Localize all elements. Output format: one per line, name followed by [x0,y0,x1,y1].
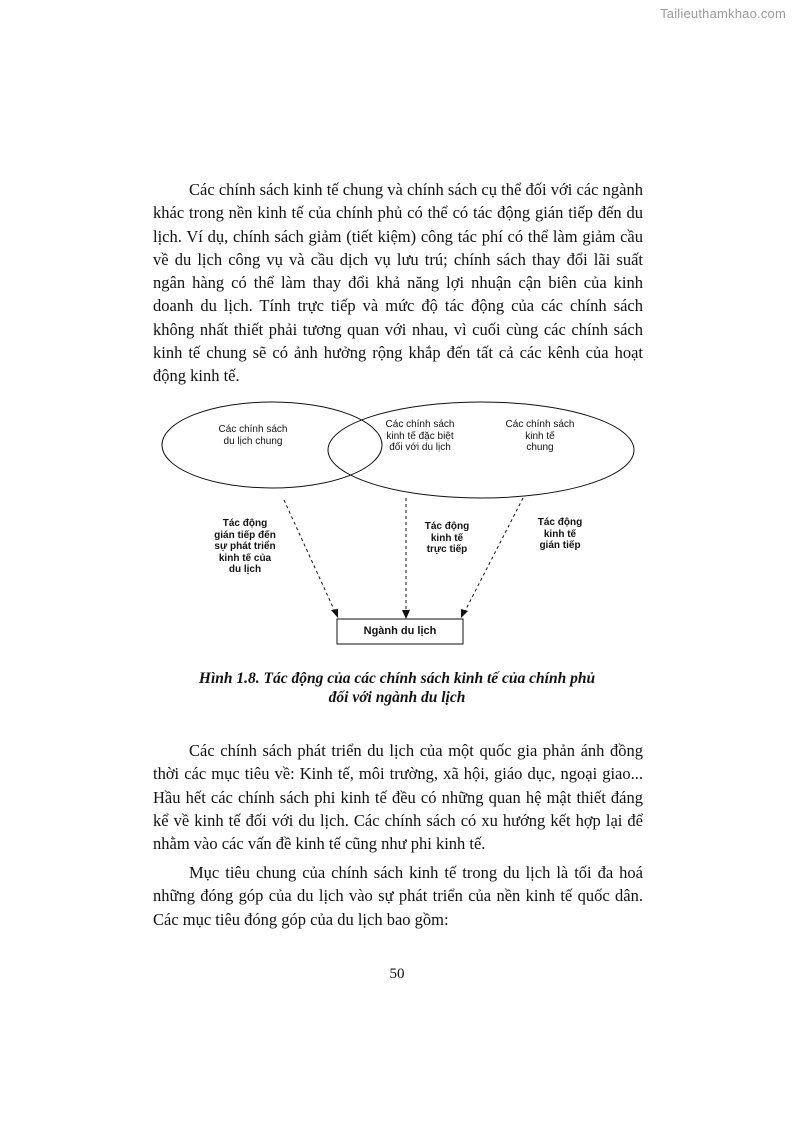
arrow-right-label [525,517,595,552]
watermark: Tailieuthamkhao.com [660,6,786,21]
arrow-left-label-line: sự phát triển [214,541,276,552]
arrow-left-label-line: Tác động [222,518,268,529]
overlap-label-line: Các chính sách [385,419,455,430]
arrow-right-label-line: kinh tế [543,528,577,540]
arrow-right-label-line: gián tiếp [539,540,581,551]
arrow-left-label-line: du lịch [228,564,262,575]
ellipse-left-label-line: du lịch chung [223,435,283,447]
arrow-left-label-line: kinh tế của [218,552,272,564]
arrow-left-label [200,518,290,576]
arrow-right-label-line: Tác động [537,517,583,528]
ellipse-right-label-line: chung [526,442,554,453]
arrow-right-line [464,498,523,613]
overlap-label [370,419,470,454]
figure-caption-line-2: đối với ngành du lịch [328,689,466,706]
overlap-label-line: kinh tế đặc biệt [386,430,454,442]
ellipse-left-label-line: Các chính sách [218,424,288,435]
arrow-right-head [461,609,468,618]
arrow-middle-label-line: Tác động [424,521,470,532]
arrow-middle-head [402,610,410,619]
ellipse-right-label-line: Các chính sách [505,419,575,430]
policy-impact-diagram [150,398,650,658]
arrow-left-head [331,609,338,618]
paragraph-3: Mục tiêu chung của chính sách kinh tế trong du lịch là tối đa hoá những đóng góp của du lịch vào sự phát triển của nền kinh tế quốc dân. Các mục tiêu đóng góp của du lịch bao gồm: [153,863,643,929]
arrow-middle-label [412,521,482,556]
ellipse-right-label-line: kinh tế [525,430,555,442]
figure-caption [150,669,644,707]
arrow-middle-label-line: trực tiếp [426,544,468,555]
arrow-middle-label-line: kinh tế [430,532,464,544]
ellipse-right-label [490,419,590,454]
ellipse-left-label [198,424,308,447]
paragraph-2: Các chính sách phát triển du lịch của một quốc gia phản ánh đồng thời các mục tiêu về: Kinh tế, môi trường, xã hội, giáo dục, ngoại giao... Hầu hết các chính sách phi kinh tế đều có những quan hệ mật thiết đáng kể về kinh tế đối với du lịch. Các chính sách có xu hướng kết hợp lại để nhằm vào các vấn đề kinh tế cũng như phi kinh tế. [153,741,643,854]
paragraph-1: Các chính sách kinh tế chung và chính sách cụ thể đối với các ngành khác trong nền kinh tế của chính phủ có thể có tác động gián tiếp đến du lịch. Ví dụ, chính sách giảm (tiết kiệm) công tác phí có thể làm giảm cầu về du lịch công vụ và cầu dịch vụ lưu trú; chính sách thay đổi lãi suất ngân hàng có thể làm thay đổi khả năng lợi nhuận cận biên của kinh doanh du lịch. Tính trực tiếp và mức độ tác động của các chính sách không nhất thiết phải tương quan với nhau, vì cuối cùng các chính sách kinh tế chung sẽ có ảnh hưởng rộng khắp đến tất cả các kênh của hoạt động kinh tế. [153,180,643,386]
arrow-left-label-line: gián tiếp đến [214,529,276,541]
page-number: 50 [389,966,405,982]
overlap-label-line: đối với du lịch [389,442,451,453]
tourism-industry-label: Ngành du lịch [363,625,437,637]
figure-caption-line-1: Hình 1.8. Tác động của các chính sách kinh tế của chính phủ [198,670,596,687]
arrow-left-line [284,500,336,614]
